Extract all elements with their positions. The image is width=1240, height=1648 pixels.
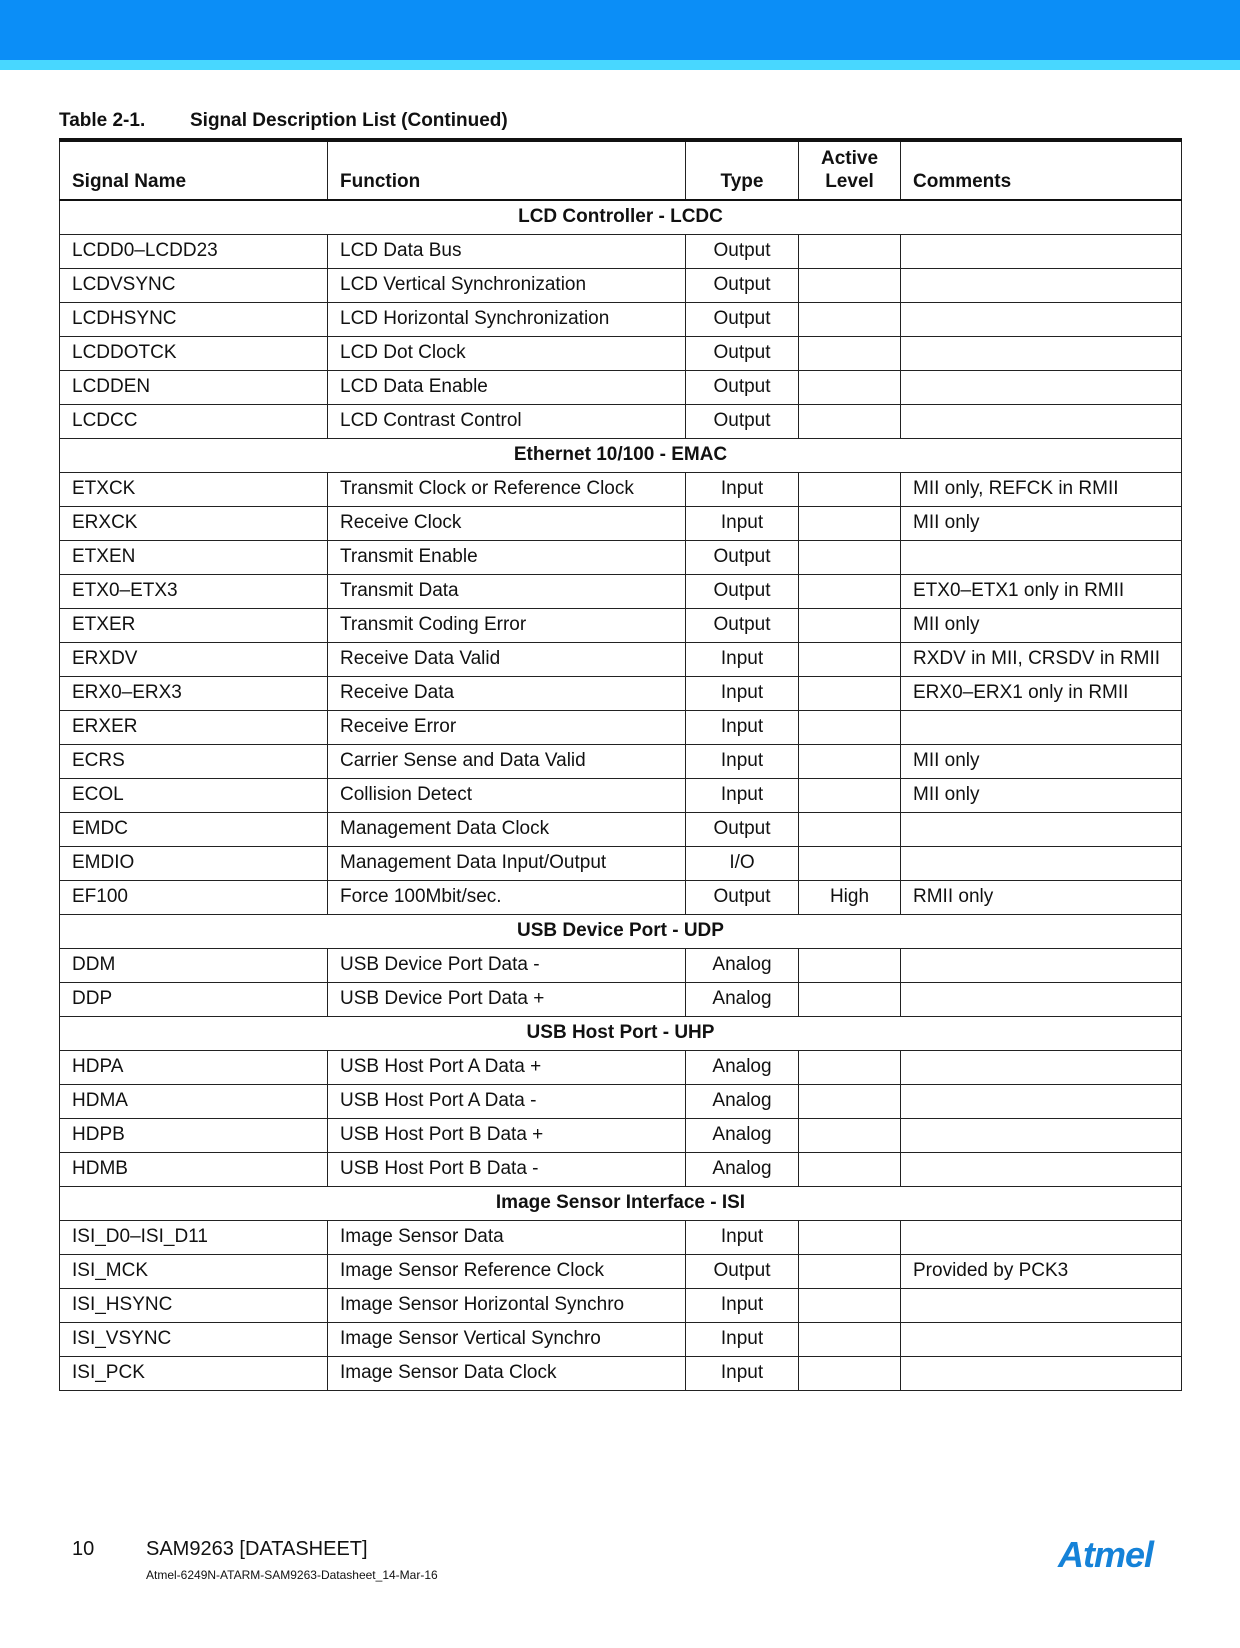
type-cell: Output [686, 608, 799, 642]
function-cell: USB Host Port B Data + [328, 1118, 686, 1152]
type-cell: Analog [686, 1118, 799, 1152]
function-cell: Force 100Mbit/sec. [328, 880, 686, 914]
header-comments: Comments [901, 140, 1182, 200]
atmel-logo: Atmel [1058, 1534, 1154, 1575]
table-row [60, 1084, 1182, 1118]
table-row [60, 948, 1182, 982]
type-cell: Output [686, 302, 799, 336]
comments-cell [901, 1152, 1182, 1186]
table-row [60, 1050, 1182, 1084]
comments-cell [901, 1084, 1182, 1118]
section-row [60, 438, 1182, 472]
function-cell: Image Sensor Vertical Synchro [328, 1322, 686, 1356]
type-cell: Input [686, 676, 799, 710]
type-cell: Input [686, 778, 799, 812]
header-active-level-line2: Level [825, 171, 874, 192]
active-level-cell [799, 744, 901, 778]
table-row [60, 1152, 1182, 1186]
table-row [60, 1118, 1182, 1152]
active-level-cell [799, 982, 901, 1016]
active-level-cell [799, 948, 901, 982]
function-cell: Receive Data [328, 676, 686, 710]
signal-name-cell: ERX0–ERX3 [60, 676, 328, 710]
header-band [0, 0, 1240, 60]
table-row [60, 574, 1182, 608]
signal-name-cell: ETX0–ETX3 [60, 574, 328, 608]
table-row [60, 710, 1182, 744]
type-cell: Output [686, 234, 799, 268]
type-cell: Analog [686, 1050, 799, 1084]
function-cell: Transmit Clock or Reference Clock [328, 472, 686, 506]
function-cell: LCD Contrast Control [328, 404, 686, 438]
comments-cell [901, 370, 1182, 404]
active-level-cell [799, 540, 901, 574]
function-cell: Image Sensor Horizontal Synchro [328, 1288, 686, 1322]
signal-name-cell: LCDHSYNC [60, 302, 328, 336]
signal-name-cell: ISI_MCK [60, 1254, 328, 1288]
active-level-cell: High [799, 880, 901, 914]
table-row [60, 404, 1182, 438]
type-cell: Input [686, 744, 799, 778]
comments-cell: ERX0–ERX1 only in RMII [901, 676, 1182, 710]
comments-cell: RMII only [901, 880, 1182, 914]
table-row [60, 778, 1182, 812]
table-caption [59, 110, 508, 132]
comments-cell: MII only [901, 778, 1182, 812]
table-row [60, 608, 1182, 642]
function-cell: Receive Error [328, 710, 686, 744]
signal-name-cell: LCDDEN [60, 370, 328, 404]
function-cell: USB Host Port B Data - [328, 1152, 686, 1186]
type-cell: Input [686, 1288, 799, 1322]
section-row [60, 200, 1182, 234]
table-row [60, 336, 1182, 370]
type-cell: Input [686, 642, 799, 676]
comments-cell [901, 404, 1182, 438]
signal-name-cell: ERXER [60, 710, 328, 744]
comments-cell: ETX0–ETX1 only in RMII [901, 574, 1182, 608]
type-cell: Analog [686, 982, 799, 1016]
footer-title: SAM9263 [DATASHEET] [146, 1538, 368, 1560]
signal-name-cell: EF100 [60, 880, 328, 914]
section-title: USB Host Port - UHP [60, 1016, 1182, 1050]
active-level-cell [799, 472, 901, 506]
footer-page-number: 10 [72, 1538, 95, 1560]
active-level-cell [799, 336, 901, 370]
signal-name-cell: HDMB [60, 1152, 328, 1186]
active-level-cell [799, 1152, 901, 1186]
active-level-cell [799, 846, 901, 880]
comments-cell [901, 846, 1182, 880]
function-cell: USB Host Port A Data - [328, 1084, 686, 1118]
comments-cell [901, 812, 1182, 846]
comments-cell [901, 1050, 1182, 1084]
header-active-level-line1: Active [820, 148, 879, 169]
active-level-cell [799, 268, 901, 302]
signal-name-cell: ISI_D0–ISI_D11 [60, 1220, 328, 1254]
comments-cell [901, 710, 1182, 744]
table-row [60, 472, 1182, 506]
header-signal-name: Signal Name [60, 140, 328, 200]
active-level-cell [799, 812, 901, 846]
signal-name-cell: ECOL [60, 778, 328, 812]
table-row [60, 812, 1182, 846]
type-cell: Analog [686, 1152, 799, 1186]
section-title: LCD Controller - LCDC [60, 200, 1182, 234]
function-cell: Collision Detect [328, 778, 686, 812]
comments-cell: MII only [901, 744, 1182, 778]
active-level-cell [799, 1288, 901, 1322]
table-row [60, 1288, 1182, 1322]
signal-name-cell: DDP [60, 982, 328, 1016]
comments-cell [901, 234, 1182, 268]
type-cell: Output [686, 370, 799, 404]
section-title: Image Sensor Interface - ISI [60, 1186, 1182, 1220]
signal-name-cell: ERXDV [60, 642, 328, 676]
function-cell: LCD Data Bus [328, 234, 686, 268]
table-row [60, 880, 1182, 914]
signal-name-cell: ISI_VSYNC [60, 1322, 328, 1356]
active-level-cell [799, 1356, 901, 1390]
active-level-cell [799, 608, 901, 642]
signal-name-cell: ECRS [60, 744, 328, 778]
signal-name-cell: HDPA [60, 1050, 328, 1084]
comments-cell: MII only [901, 506, 1182, 540]
type-cell: Input [686, 506, 799, 540]
active-level-cell [799, 506, 901, 540]
table-row [60, 846, 1182, 880]
function-cell: USB Device Port Data + [328, 982, 686, 1016]
table-row [60, 1322, 1182, 1356]
type-cell: Input [686, 1220, 799, 1254]
table-header-row [60, 140, 1182, 200]
table-body [60, 200, 1182, 1390]
table-row [60, 302, 1182, 336]
table-row [60, 642, 1182, 676]
active-level-cell [799, 302, 901, 336]
table-row [60, 1220, 1182, 1254]
comments-cell [901, 336, 1182, 370]
signal-name-cell: LCDDOTCK [60, 336, 328, 370]
function-cell: Image Sensor Data [328, 1220, 686, 1254]
header-type: Type [686, 140, 799, 200]
comments-cell [901, 1288, 1182, 1322]
section-row [60, 914, 1182, 948]
function-cell: Transmit Data [328, 574, 686, 608]
signal-name-cell: HDMA [60, 1084, 328, 1118]
active-level-cell [799, 370, 901, 404]
type-cell: Input [686, 472, 799, 506]
comments-cell [901, 982, 1182, 1016]
type-cell: Analog [686, 1084, 799, 1118]
header-stripe [0, 60, 1240, 70]
signal-name-cell: ETXCK [60, 472, 328, 506]
type-cell: I/O [686, 846, 799, 880]
signal-name-cell: LCDD0–LCDD23 [60, 234, 328, 268]
function-cell: LCD Dot Clock [328, 336, 686, 370]
section-title: Ethernet 10/100 - EMAC [60, 438, 1182, 472]
comments-cell [901, 302, 1182, 336]
type-cell: Input [686, 1356, 799, 1390]
function-cell: USB Host Port A Data + [328, 1050, 686, 1084]
comments-cell [901, 268, 1182, 302]
table-row [60, 234, 1182, 268]
active-level-cell [799, 234, 901, 268]
function-cell: Management Data Input/Output [328, 846, 686, 880]
type-cell: Output [686, 812, 799, 846]
active-level-cell [799, 574, 901, 608]
table-row [60, 1254, 1182, 1288]
active-level-cell [799, 778, 901, 812]
active-level-cell [799, 1050, 901, 1084]
function-cell: Receive Data Valid [328, 642, 686, 676]
type-cell: Input [686, 710, 799, 744]
comments-cell [901, 540, 1182, 574]
table-row [60, 982, 1182, 1016]
comments-cell [901, 1356, 1182, 1390]
comments-cell: Provided by PCK3 [901, 1254, 1182, 1288]
table-row [60, 370, 1182, 404]
active-level-cell [799, 1254, 901, 1288]
active-level-cell [799, 676, 901, 710]
function-cell: Carrier Sense and Data Valid [328, 744, 686, 778]
table-title: Signal Description List (Continued) [190, 110, 508, 131]
type-cell: Output [686, 540, 799, 574]
signal-name-cell: LCDCC [60, 404, 328, 438]
active-level-cell [799, 642, 901, 676]
function-cell: Transmit Coding Error [328, 608, 686, 642]
signal-name-cell: EMDC [60, 812, 328, 846]
type-cell: Output [686, 1254, 799, 1288]
signal-description-table [59, 138, 1182, 1391]
comments-cell: MII only [901, 608, 1182, 642]
signal-name-cell: ISI_PCK [60, 1356, 328, 1390]
signal-name-cell: DDM [60, 948, 328, 982]
function-cell: USB Device Port Data - [328, 948, 686, 982]
signal-name-cell: ERXCK [60, 506, 328, 540]
comments-cell [901, 1322, 1182, 1356]
section-row [60, 1186, 1182, 1220]
table-number: Table 2-1. [59, 110, 146, 131]
table-row [60, 744, 1182, 778]
signal-name-cell: EMDIO [60, 846, 328, 880]
active-level-cell [799, 710, 901, 744]
function-cell: Receive Clock [328, 506, 686, 540]
table-row [60, 1356, 1182, 1390]
signal-name-cell: LCDVSYNC [60, 268, 328, 302]
active-level-cell [799, 404, 901, 438]
table-row [60, 676, 1182, 710]
table-row [60, 506, 1182, 540]
table-row [60, 540, 1182, 574]
type-cell: Output [686, 404, 799, 438]
comments-cell: RXDV in MII, CRSDV in RMII [901, 642, 1182, 676]
type-cell: Input [686, 1322, 799, 1356]
type-cell: Output [686, 268, 799, 302]
active-level-cell [799, 1322, 901, 1356]
function-cell: LCD Vertical Synchronization [328, 268, 686, 302]
comments-cell: MII only, REFCK in RMII [901, 472, 1182, 506]
signal-name-cell: HDPB [60, 1118, 328, 1152]
active-level-cell [799, 1118, 901, 1152]
type-cell: Analog [686, 948, 799, 982]
comments-cell [901, 1220, 1182, 1254]
header-active-level [799, 140, 901, 200]
signal-name-cell: ISI_HSYNC [60, 1288, 328, 1322]
function-cell: Image Sensor Data Clock [328, 1356, 686, 1390]
function-cell: LCD Horizontal Synchronization [328, 302, 686, 336]
section-title: USB Device Port - UDP [60, 914, 1182, 948]
type-cell: Output [686, 880, 799, 914]
function-cell: Image Sensor Reference Clock [328, 1254, 686, 1288]
function-cell: Transmit Enable [328, 540, 686, 574]
function-cell: Management Data Clock [328, 812, 686, 846]
type-cell: Output [686, 336, 799, 370]
active-level-cell [799, 1220, 901, 1254]
comments-cell [901, 1118, 1182, 1152]
type-cell: Output [686, 574, 799, 608]
signal-name-cell: ETXEN [60, 540, 328, 574]
header-function: Function [328, 140, 686, 200]
function-cell: LCD Data Enable [328, 370, 686, 404]
active-level-cell [799, 1084, 901, 1118]
section-row [60, 1016, 1182, 1050]
comments-cell [901, 948, 1182, 982]
footer-doc-id: Atmel-6249N-ATARM-SAM9263-Datasheet_14-Mar-16 [146, 1568, 438, 1582]
signal-name-cell: ETXER [60, 608, 328, 642]
table-row [60, 268, 1182, 302]
